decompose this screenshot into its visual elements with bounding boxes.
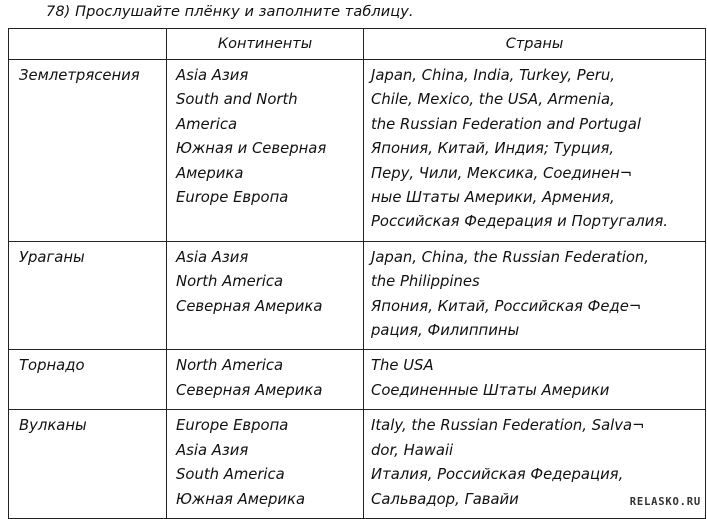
site-watermark: RELASKO.RU xyxy=(629,496,701,508)
country-line: the Philippines xyxy=(371,273,480,291)
table-row-earthquakes xyxy=(9,60,706,242)
continents-countries-table xyxy=(8,28,706,519)
country-line: Российская Федерация и Португалия. xyxy=(371,213,668,231)
phenomenon-label: Вулканы xyxy=(19,417,87,435)
continent-line: Asia Азия xyxy=(176,67,249,84)
country-line: Италия, Российская Федерация, xyxy=(371,466,624,484)
country-line: ные Штаты Америки, Армения, xyxy=(371,189,615,207)
header-countries: Страны xyxy=(364,29,706,60)
countries-cell xyxy=(364,60,706,242)
phenomenon-cell xyxy=(9,350,167,410)
table-row-volcanoes xyxy=(9,410,706,519)
phenomenon-label: Землетрясения xyxy=(19,67,140,84)
country-line: Japan, China, the Russian Federation, xyxy=(371,248,649,266)
country-line: The USA xyxy=(371,357,434,375)
phenomenon-cell xyxy=(9,410,167,519)
table-header-row xyxy=(9,29,706,60)
header-continents: Континенты xyxy=(167,29,364,60)
phenomenon-cell xyxy=(9,241,167,350)
country-line: Chile, Mexico, the USA, Armenia, xyxy=(371,91,615,109)
table-row-tornado xyxy=(9,350,706,410)
continent-line: Южная и Северная xyxy=(176,140,327,158)
country-line: dor, Hawaii xyxy=(371,441,454,459)
phenomenon-cell xyxy=(9,60,167,242)
continent-line: Europe Европа xyxy=(176,417,289,435)
country-line: Japan, China, India, Turkey, Peru, xyxy=(371,67,615,84)
table-row-hurricanes xyxy=(9,241,706,350)
continents-cell xyxy=(167,241,364,350)
continents-cell xyxy=(167,60,364,242)
continent-line: Северная Америка xyxy=(176,381,323,399)
continent-line: North America xyxy=(176,357,284,375)
country-line: Япония, Китай, Российская Феде¬ xyxy=(371,297,642,315)
countries-cell xyxy=(364,241,706,350)
country-line: Сальвадор, Гавайи xyxy=(371,490,519,508)
phenomenon-label: Торнадо xyxy=(19,357,85,375)
header-empty xyxy=(9,29,167,60)
continent-line: Europe Европа xyxy=(176,189,289,207)
continent-line: Южная Америка xyxy=(176,490,306,508)
continent-line: America xyxy=(176,115,238,133)
continent-line: Северная Америка xyxy=(176,297,323,315)
phenomenon-label: Ураганы xyxy=(19,248,85,266)
countries-cell xyxy=(364,350,706,410)
country-line: рация, Филиппины xyxy=(371,322,520,340)
country-line: Перу, Чили, Мексика, Соединен¬ xyxy=(371,164,633,182)
continent-line: Америка xyxy=(176,164,244,182)
country-line: Italy, the Russian Federation, Salva¬ xyxy=(371,417,645,435)
exercise-title: 78) Прослушайте плёнку и заполните таблицу. xyxy=(46,4,414,20)
continent-line: Asia Азия xyxy=(176,441,249,459)
continent-line: North America xyxy=(176,273,284,291)
continent-line: South America xyxy=(176,466,285,484)
continent-line: South and North xyxy=(176,91,298,109)
continent-line: Asia Азия xyxy=(176,248,249,266)
country-line: Япония, Китай, Индия; Турция, xyxy=(371,140,615,158)
continents-cell xyxy=(167,350,364,410)
country-line: the Russian Federation and Portugal xyxy=(371,115,641,133)
country-line: Соединенные Штаты Америки xyxy=(371,381,610,399)
continents-cell xyxy=(167,410,364,519)
